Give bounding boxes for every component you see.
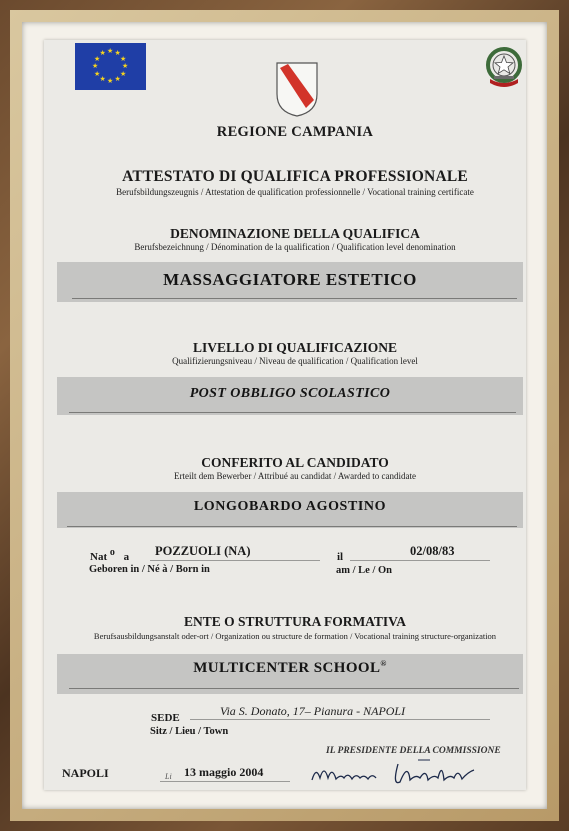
date-label-translations: am / Le / On	[336, 565, 393, 576]
eu-star-icon: ★	[114, 49, 121, 57]
italian-republic-emblem-icon	[482, 43, 526, 91]
date-label: il	[337, 551, 344, 563]
birth-date-value: 02/08/83	[410, 544, 455, 558]
issue-city: NAPOLI	[62, 766, 109, 780]
certificate-title: ATTESTATO DI QUALIFICA PROFESSIONALE	[122, 168, 468, 185]
candidate-underline	[67, 526, 517, 527]
level-underline	[69, 412, 516, 413]
born-label-a: a	[123, 551, 130, 563]
campania-coat-of-arms-icon	[274, 60, 320, 118]
issue-date-prefix: Li	[165, 772, 172, 781]
eu-star-icon: ★	[94, 69, 101, 78]
eu-star-icon: ★	[107, 77, 114, 85]
qualification-translations: Berufsbezeichnung / Dénomination de la qualification / Qualification level denomination	[134, 242, 456, 252]
qualification-band	[57, 262, 523, 302]
institution-underline	[69, 688, 519, 689]
birthplace-underline	[150, 560, 320, 561]
president-label: IL PRESIDENTE DELLA COMMISSIONE	[326, 746, 501, 756]
seat-translations: Sitz / Lieu / Town	[150, 726, 229, 737]
eu-star-icon: ★	[92, 62, 99, 70]
eu-star-icon: ★	[114, 74, 121, 83]
candidate-name: LONGOBARDO AGOSTINO	[193, 499, 387, 514]
registered-mark: ®	[380, 659, 387, 668]
level-translations: Qualifizierungsniveau / Niveau de qualification / Qualification level	[172, 356, 418, 366]
born-label-prefix: Nat	[90, 551, 108, 563]
eu-star-icon: ★	[107, 47, 114, 55]
issue-date-underline	[160, 781, 290, 782]
institution-translations: Berufsausbildungsanstalt oder-ort / Organization ou structure de formation / Vocational training structure-organization	[93, 631, 497, 641]
eu-star-icon: ★	[99, 49, 106, 57]
qualification-underline	[72, 298, 517, 299]
certificate-title-translations: Berufsbildungszeugnis / Attestation de qualification professionnelle / Vocational training certificate	[116, 187, 474, 197]
eu-flag-icon	[75, 43, 146, 90]
region-name: REGIONE CAMPANIA	[216, 124, 374, 140]
born-label-translations: Geboren in / Né à / Born in	[89, 564, 210, 575]
president-signature	[308, 756, 488, 790]
candidate-band	[57, 492, 523, 528]
born-label	[90, 547, 130, 563]
level-heading: LIVELLO DI QUALIFICAZIONE	[192, 340, 398, 355]
eu-star-icon: ★	[94, 54, 101, 63]
eu-star-icon: ★	[119, 69, 127, 78]
institution-heading: ENTE O STRUTTURA FORMATIVA	[184, 614, 406, 629]
level-value: POST OBBLIGO SCOLASTICO	[189, 386, 391, 401]
institution-name-text: MULTICENTER SCHOOL	[193, 660, 381, 676]
born-label-suffix: o	[109, 547, 115, 558]
address-underline	[190, 719, 490, 720]
eu-star-icon: ★	[99, 74, 106, 83]
candidate-translations: Erteilt dem Bewerber / Attribué au candidat / Awarded to candidate	[173, 471, 417, 481]
qualification-value: MASSAGGIATORE ESTETICO	[163, 270, 417, 289]
institution-address: Via S. Donato, 17– Pianura - NAPOLI	[220, 704, 406, 718]
eu-star-icon: ★	[119, 54, 127, 63]
candidate-heading: CONFERITO AL CANDIDATO	[201, 455, 389, 470]
institution-band	[57, 654, 523, 694]
level-band	[57, 377, 523, 415]
seat-label: SEDE	[151, 712, 180, 724]
birth-date-underline	[350, 560, 490, 561]
issue-date: 13 maggio 2004	[184, 765, 264, 779]
qualification-heading: DENOMINAZIONE DELLA QUALIFICA	[170, 226, 420, 241]
eu-star-icon: ★	[122, 62, 129, 70]
institution-name	[57, 659, 523, 677]
birthplace-value: POZZUOLI (NA)	[155, 544, 251, 558]
